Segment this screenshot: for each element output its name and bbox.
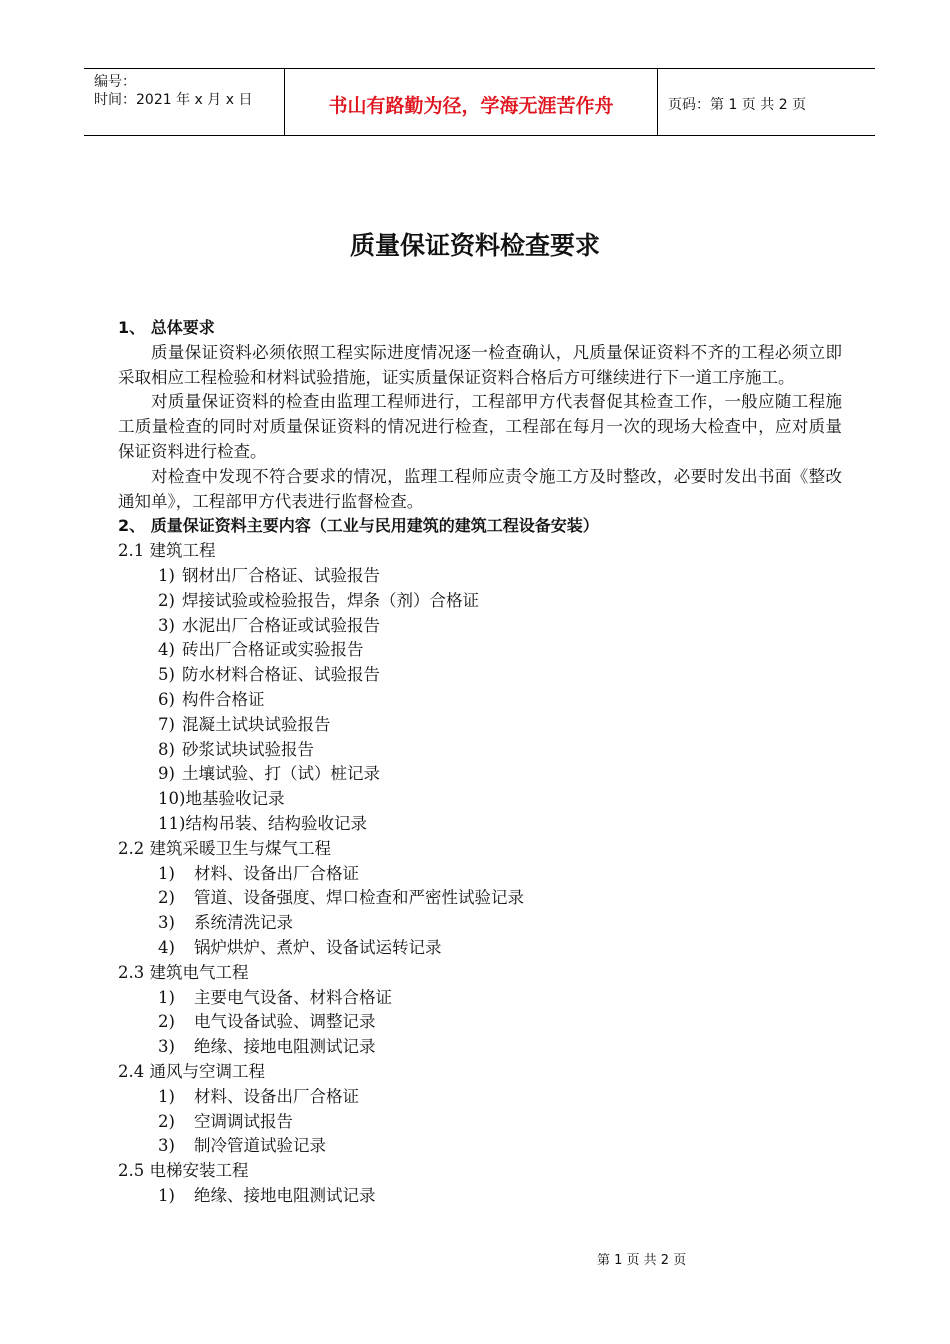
list-item-text: 主要电气设备、材料合格证	[194, 987, 392, 1007]
list-item	[118, 812, 842, 837]
header-meta	[84, 69, 285, 135]
list-item-text: 锅炉烘炉、煮炉、设备试运转记录	[194, 937, 442, 957]
list-item	[118, 564, 842, 589]
list-item-text: 混凝土试块试验报告	[182, 714, 331, 734]
list-item-text: 电气设备试验、调整记录	[194, 1012, 376, 1032]
list-item	[118, 638, 842, 663]
list-item-text: 制冷管道试验记录	[194, 1136, 326, 1156]
list-item-text: 防水材料合格证、试验报告	[182, 665, 380, 685]
list-item-text: 焊接试验或检验报告，焊条（剂）合格证	[182, 590, 479, 610]
number-label: 编号：	[94, 74, 136, 90]
document-body	[118, 316, 842, 1209]
list-item-number: 3)	[158, 1136, 175, 1156]
list-item-number: 4)	[158, 640, 175, 660]
list-item	[118, 1085, 842, 1110]
list-item	[118, 1010, 842, 1035]
list-item	[118, 862, 842, 887]
list-item-number: 3)	[158, 913, 175, 933]
section1-paragraph: 质量保证资料必须依照工程实际进度情况逐一检查确认，凡质量保证资料不齐的工程必须立即采取相应工程检验和材料试验措施，证实质量保证资料合格后方可继续进行下一道工序施工。	[118, 342, 842, 387]
header-motto: 书山有路勤为径，学海无涯苦作舟	[285, 69, 658, 135]
list-item	[118, 738, 842, 763]
header-page-label: 页码：第 1 页 共 2 页	[668, 97, 807, 113]
list-item-number: 7)	[158, 714, 175, 734]
list-item	[118, 1110, 842, 1135]
list-item-number: 2)	[158, 1012, 175, 1032]
section1-paragraph: 对检查中发现不符合要求的情况，监理工程师应责令施工方及时整改，必要时发出书面《整改通知单》，工程部甲方代表进行监督检查。	[118, 466, 842, 511]
section2-heading: 2、 质量保证资料主要内容（工业与民用建筑的建筑工程设备安装）	[118, 516, 599, 536]
list-item	[118, 762, 842, 787]
list-item-number: 1)	[158, 987, 175, 1007]
list-item-number: 1)	[158, 863, 175, 883]
list-item-number: 6)	[158, 689, 175, 709]
list-item-text: 地基验收记录	[185, 789, 285, 809]
list-item-text: 空调调试报告	[194, 1111, 293, 1131]
list-item-number: 10)	[158, 789, 186, 809]
list-item-text: 绝缘、接地电阻测试记录	[194, 1185, 376, 1205]
list-item	[118, 1184, 842, 1209]
list-item	[118, 787, 842, 812]
subsection-title: 2.3 建筑电气工程	[118, 962, 249, 982]
list-item-number: 5)	[158, 665, 175, 685]
list-item-number: 2)	[158, 888, 175, 908]
section1-paragraph: 对质量保证资料的检查由监理工程师进行，工程部甲方代表督促其检查工作，一般应随工程施工质量检查的同时对质量保证资料的情况进行检查，工程部在每月一次的现场大检查中，应对质量保证资料进行检查。	[118, 392, 842, 461]
page-footer: 第 1 页 共 2 页	[597, 1253, 687, 1268]
list-item	[118, 663, 842, 688]
list-item-number: 11)	[158, 813, 186, 833]
list-item	[118, 1134, 842, 1159]
subsection-title: 2.1 建筑工程	[118, 541, 216, 561]
list-item-number: 2)	[158, 1111, 175, 1131]
section2-subsections	[118, 539, 842, 1209]
list-item-text: 材料、设备出厂合格证	[194, 1086, 359, 1106]
list-item-text: 水泥出厂合格证或试验报告	[182, 615, 380, 635]
list-item-text: 材料、设备出厂合格证	[194, 863, 359, 883]
subsection-title: 2.4 通风与空调工程	[118, 1061, 265, 1081]
list-item-number: 3)	[158, 615, 175, 635]
list-item-number: 8)	[158, 739, 175, 759]
list-item	[118, 688, 842, 713]
list-item-number: 3)	[158, 1037, 175, 1057]
list-item-number: 1)	[158, 1086, 175, 1106]
list-item-number: 9)	[158, 764, 175, 784]
list-item	[118, 589, 842, 614]
subsection-title: 2.5 电梯安装工程	[118, 1161, 249, 1181]
list-item-text: 构件合格证	[182, 689, 265, 709]
list-item-text: 结构吊装、结构验收记录	[185, 813, 367, 833]
list-item-number: 1)	[158, 565, 175, 585]
list-item	[118, 886, 842, 911]
list-item	[118, 911, 842, 936]
list-item-number: 1)	[158, 1185, 175, 1205]
list-item	[118, 936, 842, 961]
list-item-text: 管道、设备强度、焊口检查和严密性试验记录	[194, 888, 524, 908]
list-item-number: 2)	[158, 590, 175, 610]
list-item-text: 土壤试验、打（试）桩记录	[182, 764, 380, 784]
header-table	[84, 68, 875, 136]
list-item-text: 系统清洗记录	[194, 913, 293, 933]
subsection-title: 2.2 建筑采暖卫生与煤气工程	[118, 838, 331, 858]
list-item	[118, 1035, 842, 1060]
list-item-number: 4)	[158, 937, 175, 957]
list-item	[118, 986, 842, 1011]
list-item-text: 钢材出厂合格证、试验报告	[182, 565, 380, 585]
list-item-text: 砂浆试块试验报告	[182, 739, 314, 759]
list-item	[118, 614, 842, 639]
time-label: 时间：2021 年 x 月 x 日	[94, 92, 253, 108]
section1-heading: 1、 总体要求	[118, 318, 215, 337]
list-item	[118, 713, 842, 738]
list-item-text: 绝缘、接地电阻测试记录	[194, 1037, 376, 1057]
list-item-text: 砖出厂合格证或实验报告	[182, 640, 364, 660]
document-title: 质量保证资料检查要求	[349, 231, 600, 260]
